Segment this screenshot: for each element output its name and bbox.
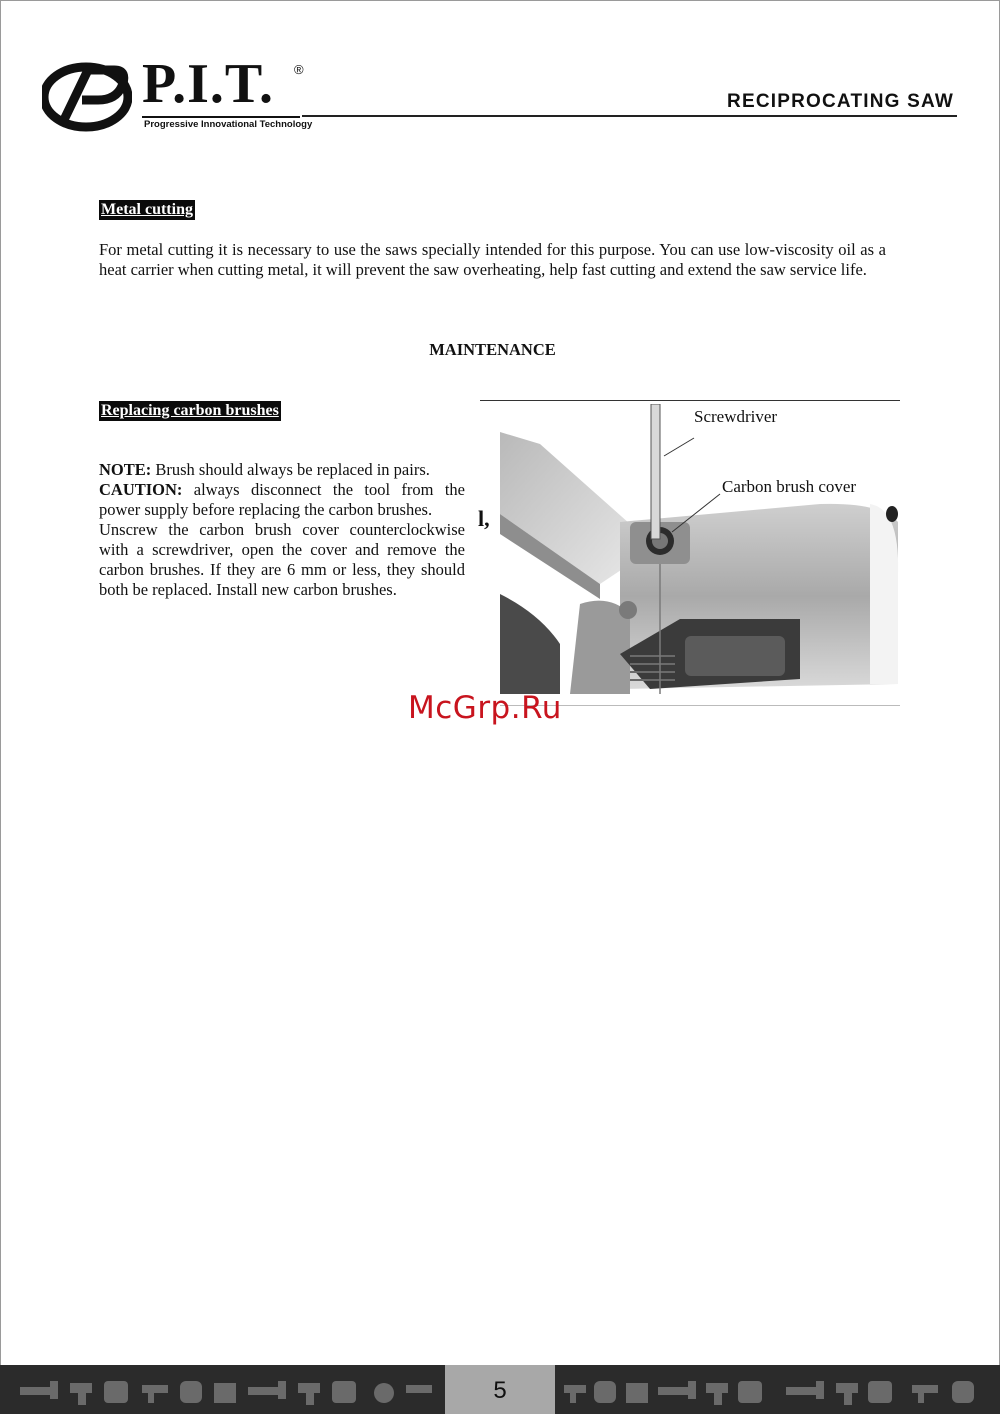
tool-icons-strip-right [560, 1373, 990, 1407]
brand-name: P.I.T. [142, 53, 275, 115]
document-title: RECIPROCATING SAW [727, 91, 954, 112]
carbon-brush-instructions [99, 460, 465, 600]
watermark: McGrp.Ru [408, 690, 562, 726]
figure-top-rule [480, 400, 900, 401]
page-number-box [445, 1365, 555, 1414]
header-rule [302, 115, 957, 117]
section-heading-metal-cutting: Metal cutting [101, 201, 193, 218]
page-number: 5 [493, 1377, 507, 1404]
page-footer [0, 1365, 1000, 1414]
stray-mark: l, [478, 506, 490, 531]
logo-underline [142, 116, 300, 118]
note-label: NOTE: [99, 460, 152, 479]
metal-cutting-paragraph: For metal cutting it is necessary to use the saws specially intended for this purpose. You can use low-viscosity oil as a heat carrier when cutting metal, it will prevent the saw overheating, help fast cutting and extend the saw service life. [99, 240, 886, 279]
tool-icons-strip-left [14, 1373, 439, 1407]
pit-logo-icon [42, 62, 132, 132]
brand-logo [42, 53, 322, 136]
saw-photo-illustration [500, 404, 900, 706]
brand-tagline: Progressive Innovational Technology [144, 119, 313, 130]
caution-label: CAUTION: [99, 480, 183, 499]
figure-label-brush-cover: Carbon brush cover [722, 477, 857, 496]
registered-mark: ® [294, 62, 304, 77]
instructions-paragraph: Unscrew the carbon brush cover counterclockwise with a screwdriver, open the cover and remove the carbon brushes. If they are 6 mm or less, they should both be replaced. Install new carbon brushes. [99, 520, 465, 599]
note-text: Brush should always be replaced in pairs. [151, 460, 430, 479]
figure-label-screwdriver: Screwdriver [694, 407, 778, 426]
caution-paragraph [99, 480, 465, 520]
maintenance-heading: MAINTENANCE [429, 340, 556, 359]
caution-text: always disconnect the tool from the power supply before replacing the carbon brushes. [99, 480, 465, 519]
section-heading-carbon-brushes: Replacing carbon brushes [101, 402, 279, 419]
note-paragraph [99, 460, 465, 480]
